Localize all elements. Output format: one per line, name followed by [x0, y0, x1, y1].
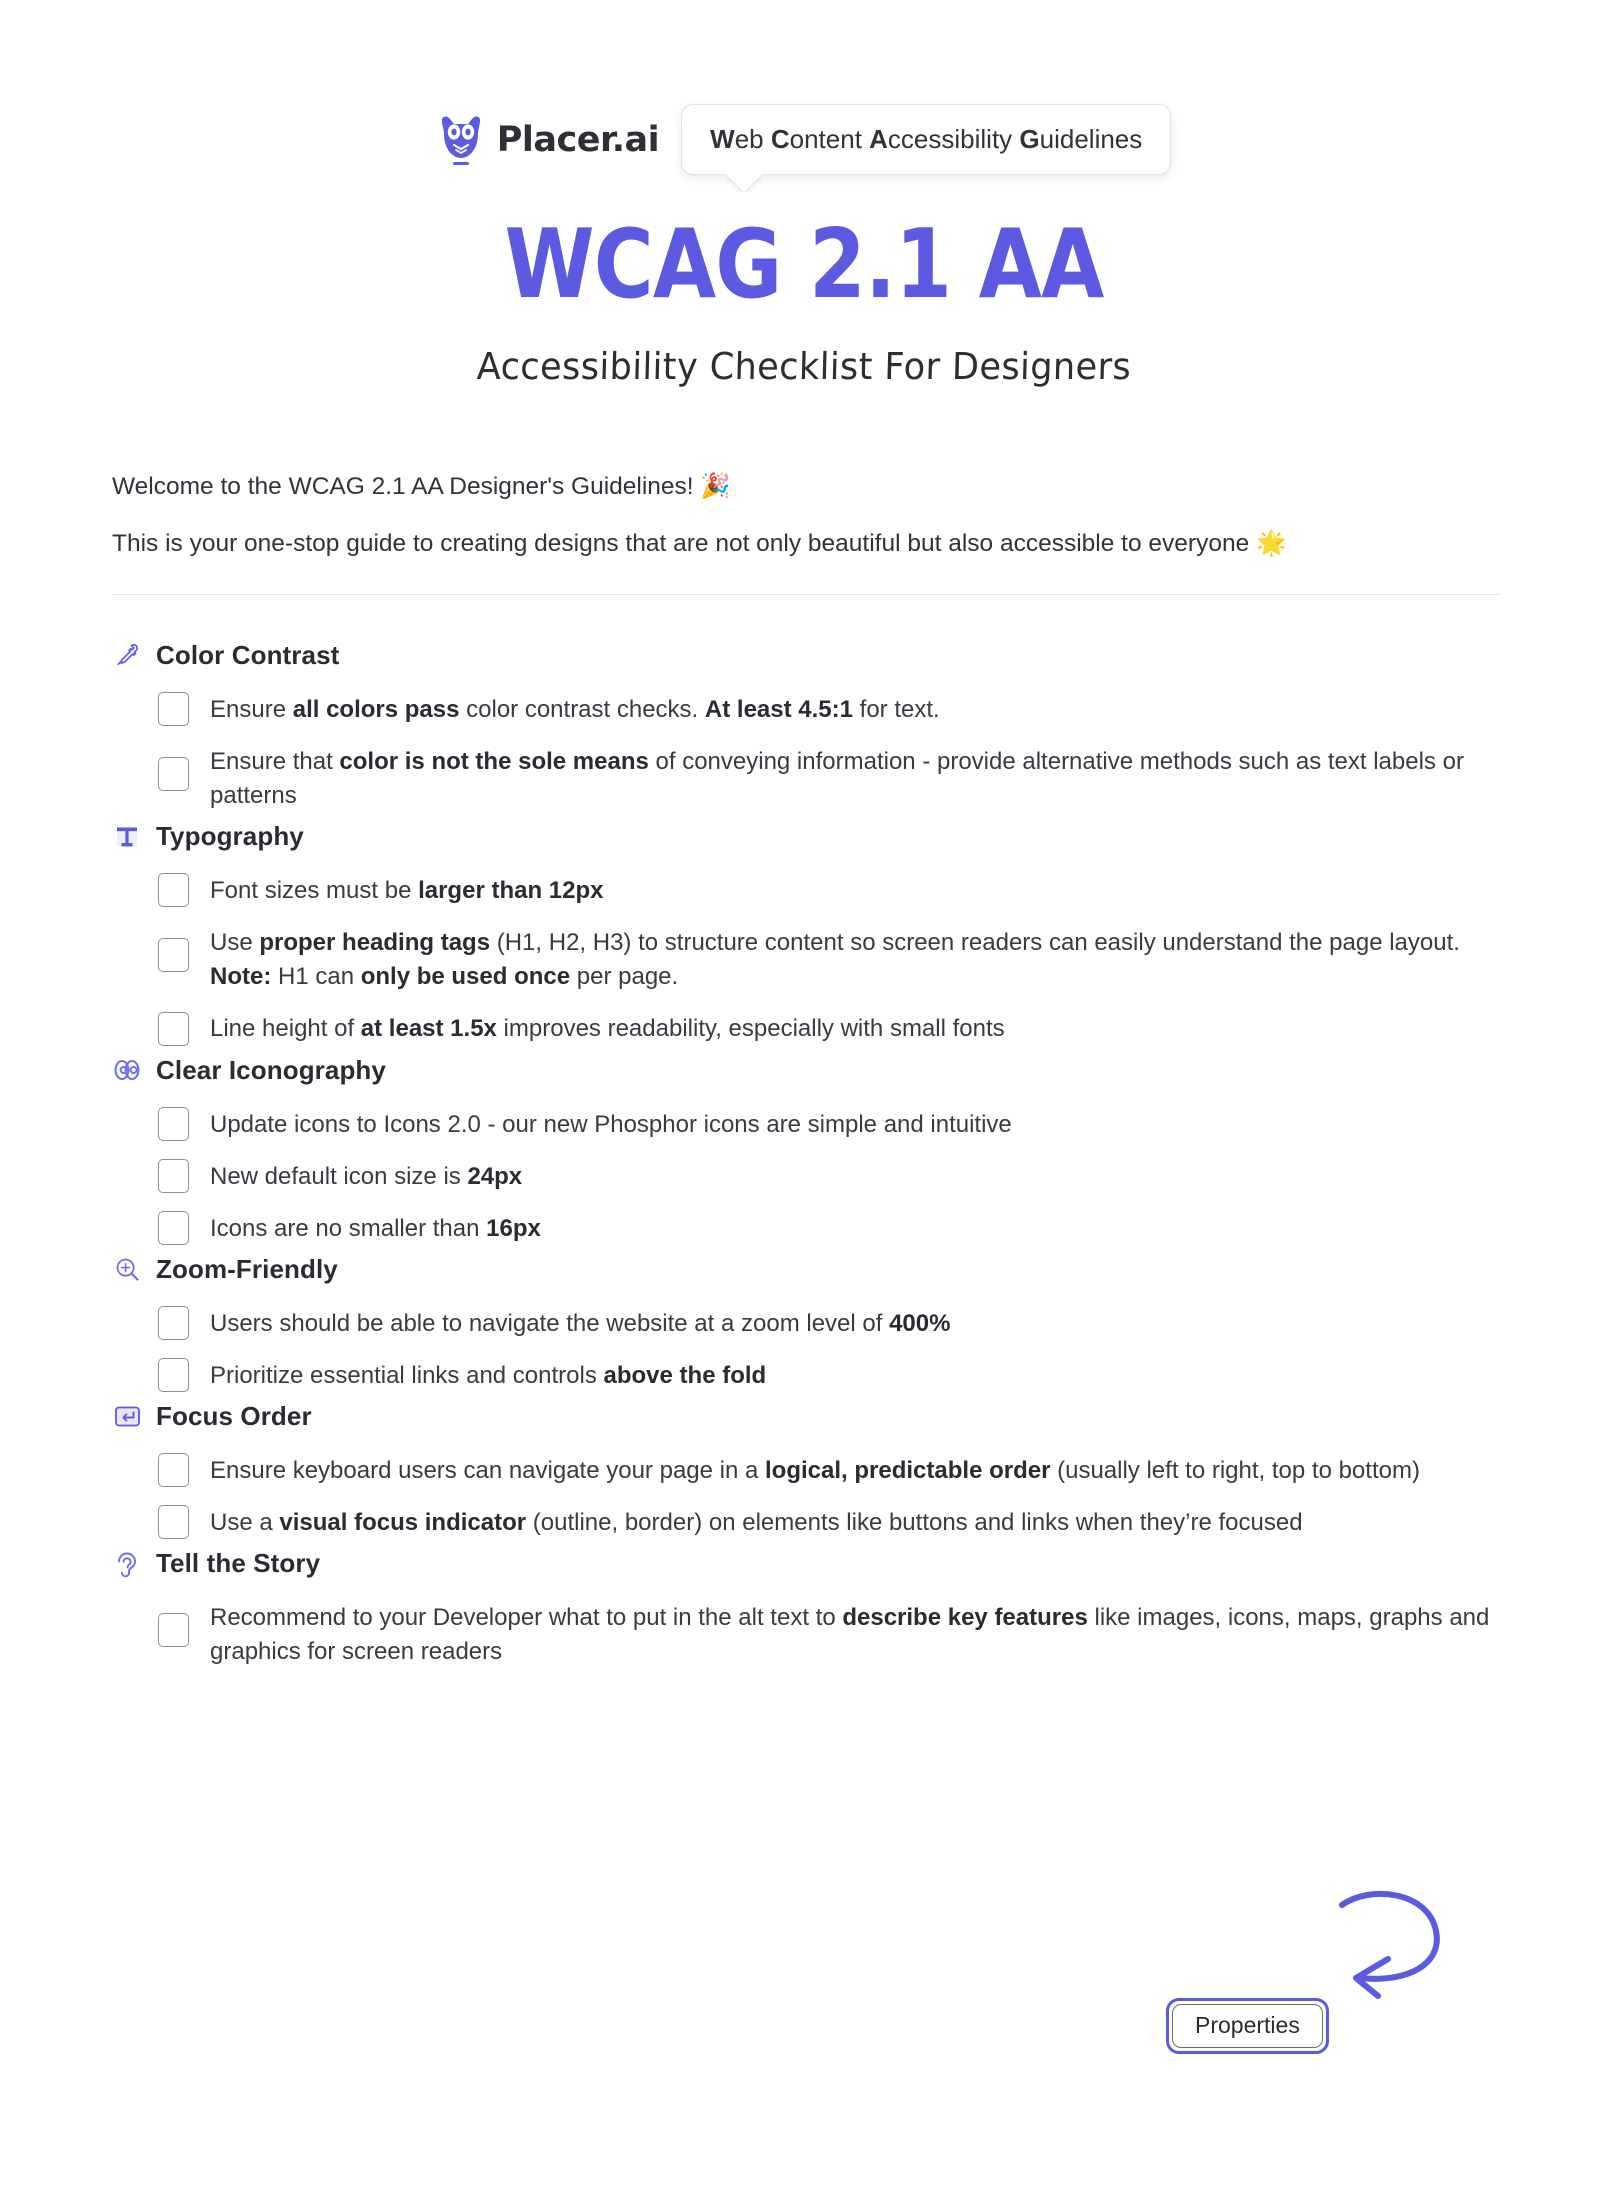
section-header — [112, 1548, 1504, 1579]
section-title: Focus Order — [156, 1400, 312, 1431]
checklist-checkbox[interactable] — [158, 1453, 189, 1487]
checklist-checkbox[interactable] — [158, 1505, 189, 1539]
checklist-item — [112, 735, 1504, 821]
intro-line-1-text: Welcome to the WCAG 2.1 AA Designer's Guidelines! — [112, 473, 694, 500]
checklist-item-label: Use proper heading tags (H1, H2, H3) to structure content so screen readers can easily understand the page layout. Note: H1 can only be used once per page. — [210, 929, 1460, 991]
curved-arrow-icon — [1330, 1883, 1470, 2013]
section-focus-order — [112, 1401, 1504, 1548]
tooltip-tail — [727, 174, 761, 192]
section-typography — [112, 821, 1504, 1054]
header-divider — [112, 594, 1502, 595]
checklist-items — [112, 864, 1504, 1054]
checklist-item — [112, 1297, 1504, 1349]
wcag-tooltip-text: Web Content Accessibility Guidelines — [681, 104, 1171, 175]
glowing-star-emoji: 🌟 — [1256, 527, 1287, 557]
page-subtitle: Accessibility Checklist For Designers — [476, 345, 1132, 388]
section-zoom-friendly — [112, 1254, 1504, 1401]
page-title: WCAG 2.1 AA — [504, 210, 1104, 320]
checklist-item-label: Icons are no smaller than 16px — [210, 1214, 541, 1242]
tooltip-capital: W — [710, 124, 735, 154]
properties-focus-ring — [1166, 1998, 1329, 2054]
checklist-checkbox[interactable] — [158, 1306, 189, 1340]
checklist-item-label: Users should be able to navigate the website at a zoom level of 400% — [210, 1309, 951, 1337]
ear-icon — [112, 1549, 142, 1579]
checklist-checkbox[interactable] — [158, 1159, 189, 1193]
wcag-tooltip — [681, 104, 1171, 175]
checklist-checkbox[interactable] — [158, 1358, 189, 1392]
magnifying-glass-plus-icon — [112, 1254, 142, 1284]
checklist-item-label: Ensure that color is not the sole means of conveying information - provide alternative methods such as text labels or patterns — [210, 748, 1464, 810]
party-popper-emoji: 🎉 — [700, 471, 731, 500]
checklist-checkbox[interactable] — [158, 1613, 189, 1647]
section-title: Color Contrast — [156, 640, 340, 670]
checklist-item — [112, 916, 1504, 1002]
checklist-item — [112, 1098, 1504, 1150]
checklist-checkbox[interactable] — [158, 1012, 189, 1046]
eyes-icon — [112, 1055, 142, 1085]
intro-line-2-text: This is your one-stop guide to creating designs that are not only beautiful but also accessible to everyone — [112, 529, 1250, 557]
section-header — [112, 640, 1504, 671]
section-color-contrast — [112, 640, 1504, 821]
tooltip-capital: A — [869, 124, 888, 154]
checklist-item-label: Recommend to your Developer what to put in the alt text to describe key features like images, icons, maps, graphs and graphics for screen readers — [210, 1604, 1490, 1666]
checklist-item — [112, 1202, 1504, 1254]
section-title: Tell the Story — [156, 1548, 321, 1579]
checklist-checkbox[interactable] — [158, 938, 189, 972]
checklist-checkbox[interactable] — [158, 873, 189, 907]
checklist-checkbox[interactable] — [158, 757, 189, 791]
checklist-items — [112, 1297, 1504, 1401]
brand — [437, 114, 659, 166]
tooltip-capital: C — [770, 124, 790, 154]
checklist-item — [112, 683, 1504, 735]
checklist-item-label: Font sizes must be larger than 12px — [210, 877, 604, 905]
checklist-item-label: Ensure all colors pass color contrast checks. At least 4.5:1 for text. — [210, 696, 940, 723]
checklist-item-label: New default icon size is 24px — [210, 1162, 523, 1190]
intro-line-2 — [112, 527, 1502, 560]
checklist-item — [112, 1591, 1504, 1677]
intro-line-1 — [112, 470, 1502, 503]
checklist-items — [112, 1444, 1504, 1548]
checklist-item — [112, 1002, 1504, 1054]
checklist-checkbox[interactable] — [158, 692, 189, 726]
section-clear-iconography — [112, 1055, 1504, 1254]
checklist-item-label: Use a visual focus indicator (outline, border) on elements like buttons and links when they’re focused — [210, 1509, 1303, 1537]
checklist-item-label: Line height of at least 1.5x improves readability, especially with small fonts — [210, 1015, 1005, 1043]
header — [0, 104, 1608, 175]
eyedropper-icon — [112, 641, 142, 671]
checklist-item-label: Ensure keyboard users can navigate your page in a logical, predictable order (usually left to right, top to bottom) — [210, 1456, 1420, 1484]
checklist-item — [112, 1496, 1504, 1548]
section-header — [112, 1401, 1504, 1432]
checklist-item — [112, 864, 1504, 916]
checklist-items — [112, 683, 1504, 821]
properties-button[interactable]: Properties — [1172, 2004, 1323, 2048]
checklist-items — [112, 1591, 1504, 1677]
owl-logo-icon — [437, 114, 485, 166]
section-header — [112, 821, 1504, 852]
checklist-item-label: Prioritize essential links and controls above the fold — [210, 1361, 767, 1389]
checklist-items — [112, 1098, 1504, 1254]
section-title: Typography — [156, 821, 304, 852]
text-t-icon — [112, 822, 142, 852]
checklist-item — [112, 1150, 1504, 1202]
focus-indicator-demo — [1150, 1855, 1480, 2045]
section-header — [112, 1055, 1504, 1086]
section-title: Zoom-Friendly — [156, 1253, 338, 1284]
brand-name: Placer.ai — [496, 120, 660, 160]
section-header — [112, 1254, 1504, 1285]
checklist-item-label: Update icons to Icons 2.0 - our new Phosphor icons are simple and intuitive — [210, 1110, 1012, 1138]
section-title: Clear Iconography — [156, 1054, 386, 1085]
tooltip-capital: G — [1019, 124, 1040, 154]
checklist-item — [112, 1444, 1504, 1496]
checklist-item — [112, 1349, 1504, 1401]
checklist-sections — [112, 640, 1504, 1677]
checklist-checkbox[interactable] — [158, 1211, 189, 1245]
intro-block — [112, 470, 1502, 584]
section-tell-the-story — [112, 1548, 1504, 1677]
checklist-checkbox[interactable] — [158, 1107, 189, 1141]
enter-key-icon — [112, 1401, 142, 1431]
